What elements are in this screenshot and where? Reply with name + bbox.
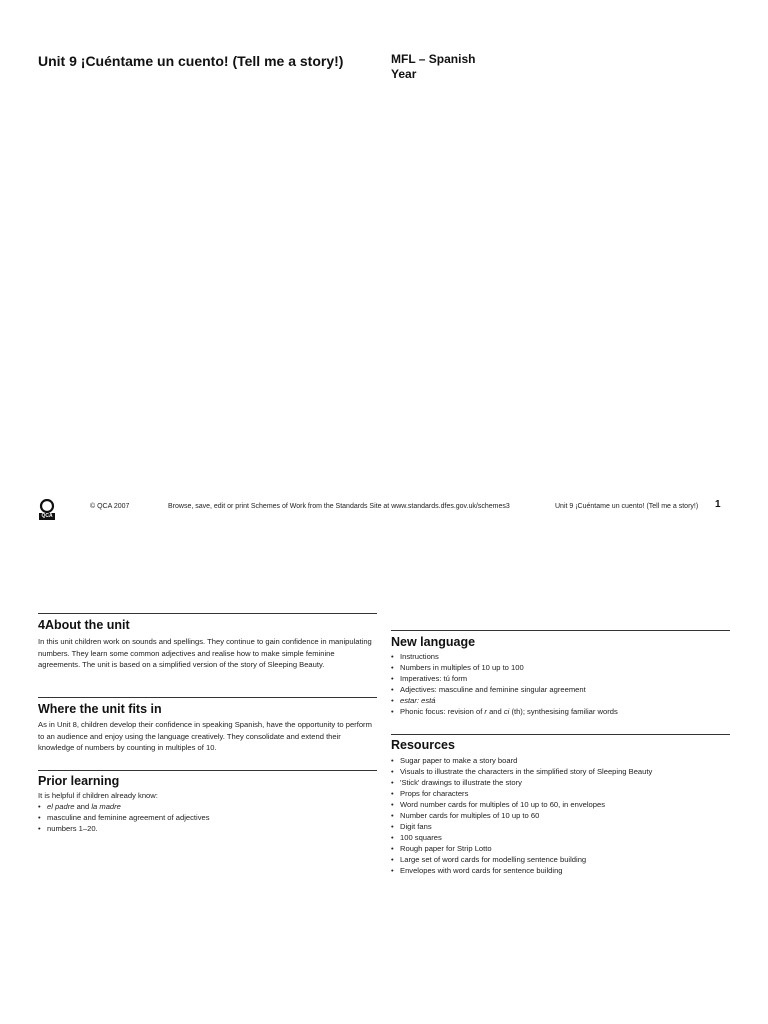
list-item: • Numbers in multiples of 10 up to 100	[391, 662, 618, 673]
divider	[391, 630, 730, 631]
resources-heading: Resources	[391, 738, 455, 752]
fits-text: As in Unit 8, children develop their confidence in speaking Spanish, have the opportunity to perform to an audience and enjoy using the language creatively. They consolidate and extend their knowledge of numbers by counting in multiples of 10.	[38, 720, 372, 752]
qca-logo	[38, 499, 56, 526]
list-item: • Word number cards for multiples of 10 up to 60, in envelopes	[391, 799, 652, 810]
list-item: • numbers 1–20.	[38, 823, 210, 834]
divider	[38, 770, 377, 771]
list-item: • el padre and la madre	[38, 801, 210, 812]
list-item: • Rough paper for Strip Lotto	[391, 843, 652, 854]
browse-notice: Browse, save, edit or print Schemes of Work from the Standards Site at www.standards.dfes.gov.uk/schemes3	[168, 503, 510, 510]
list-item: • Imperatives: tú form	[391, 673, 618, 684]
list-item: • Visuals to illustrate the characters in the simplified story of Sleeping Beauty	[391, 766, 652, 777]
fits-heading: Where the unit fits in	[38, 702, 162, 716]
about-text: In this unit children work on sounds and spellings. They continue to gain confidence in manipulating numbers. They learn some common adjectives and realise how to make simple feminine agreements. The unit is based on a simplified version of the story of Sleeping Beauty.	[38, 637, 372, 669]
prior-list	[38, 801, 210, 834]
new-language-list	[391, 651, 618, 717]
list-item: • Adjectives: masculine and feminine singular agreement	[391, 684, 618, 695]
list-item: • 100 squares	[391, 832, 652, 843]
list-item: • estar: está	[391, 695, 618, 706]
list-item: • masculine and feminine agreement of adjectives	[38, 812, 210, 823]
list-item: • Phonic focus: revision of r and ci (th); synthesising familiar words	[391, 706, 618, 717]
list-item: • 'Stick' drawings to illustrate the story	[391, 777, 652, 788]
year-label: Year	[391, 67, 417, 81]
logo-text: QCA	[41, 513, 53, 519]
page-title: Unit 9 ¡Cuéntame un cuento! (Tell me a story!)	[38, 53, 344, 69]
prior-intro: It is helpful if children already know:	[38, 791, 158, 800]
prior-heading: Prior learning	[38, 774, 120, 788]
subject-label: MFL – Spanish	[391, 52, 476, 66]
list-item: • Large set of word cards for modelling sentence building	[391, 854, 652, 865]
footer-unit-ref: Unit 9 ¡Cuéntame un cuento! (Tell me a story!)	[555, 503, 699, 510]
page-number: 1	[715, 499, 721, 510]
list-item: • Number cards for multiples of 10 up to 60	[391, 810, 652, 821]
copyright: © QCA 2007	[90, 503, 130, 510]
divider	[391, 734, 730, 735]
divider	[38, 697, 377, 698]
list-item: • Instructions	[391, 651, 618, 662]
divider	[38, 613, 377, 614]
new-language-heading: New language	[391, 635, 476, 649]
list-item: • Props for characters	[391, 788, 652, 799]
resources-list	[391, 755, 652, 876]
list-item: • Digit fans	[391, 821, 652, 832]
list-item: • Sugar paper to make a story board	[391, 755, 652, 766]
list-item: • Envelopes with word cards for sentence building	[391, 865, 652, 876]
about-heading: 4About the unit	[38, 618, 130, 632]
